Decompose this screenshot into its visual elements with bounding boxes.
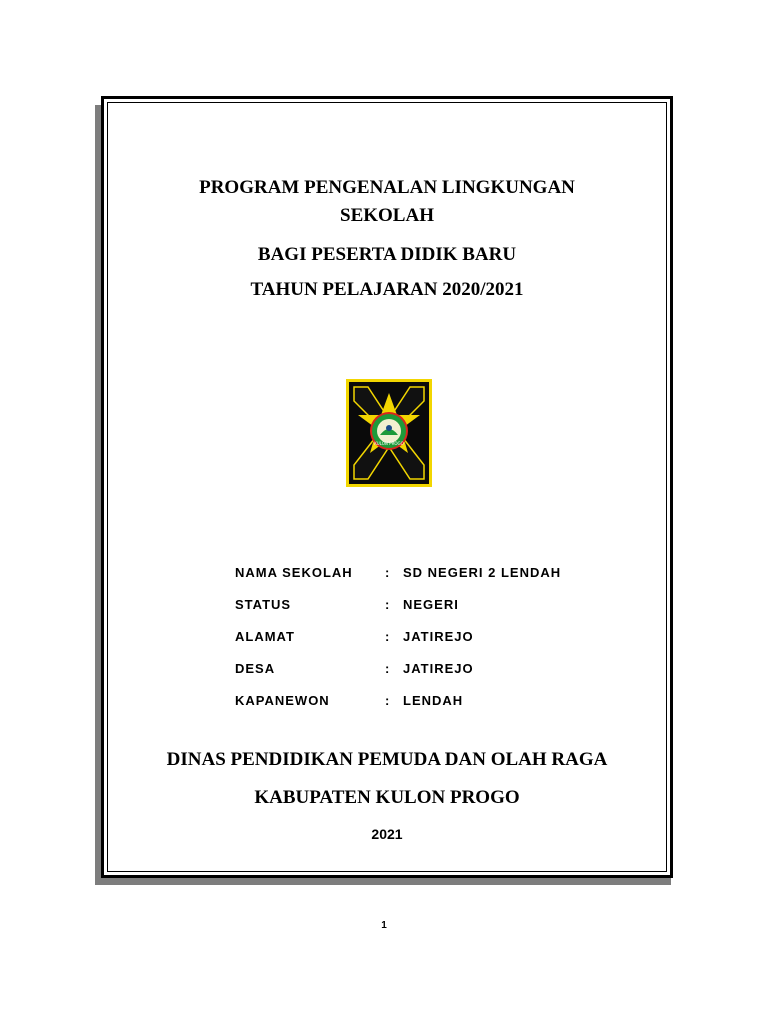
info-row-school-name <box>235 556 615 588</box>
info-value: LENDAH <box>403 692 464 708</box>
school-info-table <box>235 556 615 716</box>
info-label: NAMA SEKOLAH <box>235 564 353 580</box>
info-label: KAPANEWON <box>235 692 330 708</box>
title-line-2: SEKOLAH <box>340 205 434 226</box>
info-row-status <box>235 588 615 620</box>
info-value: SD NEGERI 2 LENDAH <box>403 564 562 580</box>
info-row-kapanewon <box>235 684 615 716</box>
info-colon: : <box>385 660 391 676</box>
document-title <box>104 174 670 230</box>
info-value: JATIREJO <box>403 660 474 676</box>
info-value: NEGERI <box>403 596 459 612</box>
agency-name: DINAS PENDIDIKAN PEMUDA DAN OLAH RAGA <box>166 749 608 770</box>
info-colon: : <box>385 596 391 612</box>
info-label: ALAMAT <box>235 628 295 644</box>
info-value: JATIREJO <box>403 628 474 644</box>
info-label: STATUS <box>235 596 292 612</box>
regency-name: KABUPATEN KULON PROGO <box>254 787 520 808</box>
cover-frame <box>101 96 673 878</box>
info-colon: : <box>385 692 391 708</box>
academic-year: TAHUN PELAJARAN 2020/2021 <box>250 279 524 300</box>
info-colon: : <box>385 628 391 644</box>
document-subtitle: BAGI PESERTA DIDIK BARU <box>257 244 517 265</box>
publication-year: 2021 <box>371 826 403 842</box>
info-row-village <box>235 652 615 684</box>
page-number: 1 <box>381 920 387 931</box>
kulon-progo-emblem-icon <box>346 379 432 487</box>
svg-text:KULON PROGO: KULON PROGO <box>374 441 404 446</box>
info-colon: : <box>385 564 391 580</box>
info-label: DESA <box>235 660 276 676</box>
info-row-address <box>235 620 615 652</box>
title-line-1: PROGRAM PENGENALAN LINGKUNGAN <box>199 177 575 198</box>
